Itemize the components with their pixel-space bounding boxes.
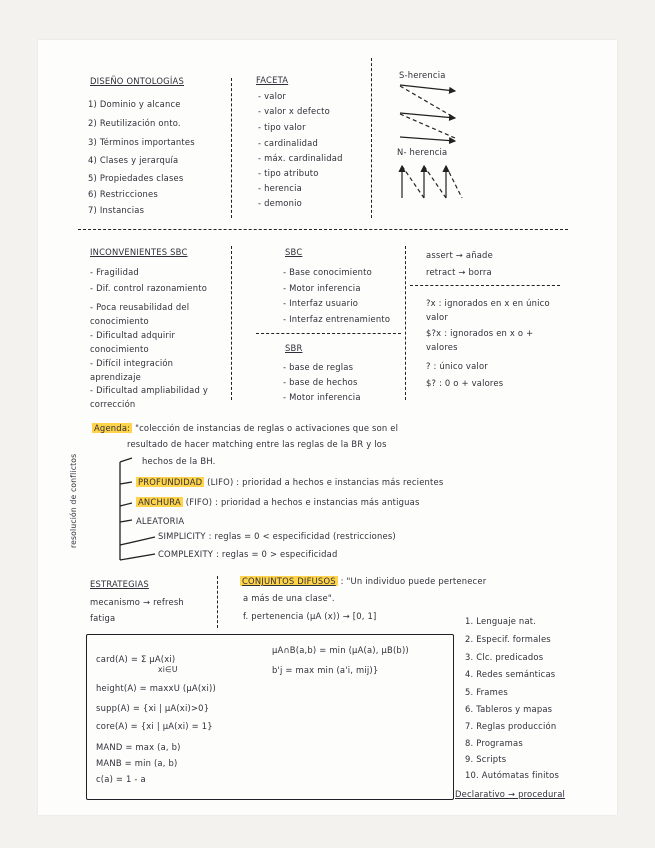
- list-item: - valor: [258, 91, 287, 101]
- formula: height(A) = maxxU (μA(xi)): [96, 683, 216, 693]
- list-item: - Dif. control razonamiento: [90, 283, 208, 293]
- list-item: - base de reglas: [283, 362, 354, 372]
- section-divider: [256, 333, 401, 334]
- column-divider: [405, 246, 406, 400]
- list-item: fatiga: [90, 613, 116, 623]
- list-item: - demonio: [258, 198, 302, 208]
- list-item: 1) Dominio y alcance: [88, 99, 181, 109]
- agenda-definition-line: resultado de hacer matching entre las reglas de la BR y los: [127, 439, 387, 449]
- note-text: ?x : ignorados en x en único valor: [426, 298, 550, 322]
- list-item: - Interfaz usuario: [283, 298, 359, 308]
- column-divider: [217, 576, 218, 628]
- list-item: 5) Propiedades clases: [88, 173, 184, 183]
- list-item: - Dificultad adquirir conocimiento: [90, 330, 176, 354]
- n-inheritance-title: N- herencia: [397, 147, 448, 157]
- list-item: mecanismo → refresh: [90, 597, 184, 607]
- list-item: - valor x defecto: [258, 106, 330, 116]
- sbr-heading: SBR: [285, 343, 303, 353]
- formula: MAND = max (a, b): [96, 742, 181, 752]
- fuzzy-definition-line: f. pertenencia (μA (x)) → [0, 1]: [243, 611, 377, 621]
- ontology-design-heading: DISEÑO ONTOLOGÍAS: [90, 76, 184, 86]
- list-item: 3) Términos importantes: [88, 137, 195, 147]
- list-item: 6. Tableros y mapas: [465, 704, 553, 714]
- strategy-text: (LIFO) : prioridad a hechos e instancias más recientes: [207, 477, 444, 487]
- fuzzy-definition-line: : "Un individuo puede pertenecer: [340, 576, 487, 586]
- list-item: - Motor inferencia: [283, 283, 361, 293]
- list-item: - Interfaz entrenamiento: [283, 314, 391, 324]
- formula: b'j = max min (a'i, mij)}: [272, 665, 379, 675]
- note-text: ? : único valor: [426, 361, 488, 371]
- note-text: $? : 0 o + valores: [426, 378, 504, 388]
- list-item: 5. Frames: [465, 687, 508, 697]
- formula: core(A) = {xi | μA(xi) = 1}: [96, 721, 213, 731]
- agenda-label: Agenda:: [94, 423, 131, 433]
- formula: supp(A) = {xi | μA(xi)>0}: [96, 703, 210, 713]
- list-item: 9. Scripts: [465, 754, 507, 764]
- list-item: 7. Reglas producción: [465, 721, 557, 731]
- note-text: assert → añade: [426, 250, 493, 260]
- list-item: 2. Especif. formales: [465, 634, 551, 644]
- list-item: - cardinalidad: [258, 138, 319, 148]
- list-item: - herencia: [258, 183, 302, 193]
- strategies-heading: ESTRATEGIAS: [90, 579, 149, 589]
- list-item: - Motor inferencia: [283, 392, 361, 402]
- list-item: - tipo valor: [258, 122, 306, 132]
- strategy-text: SIMPLICITY : reglas = 0 < especificidad (restricciones): [158, 531, 396, 541]
- agenda-definition-line: "colección de instancias de reglas o activaciones que son el: [135, 423, 399, 433]
- strategy-text: COMPLEXITY : reglas = 0 > especificidad: [158, 549, 338, 559]
- list-item: 4. Redes semánticas: [465, 669, 556, 679]
- list-item: - tipo atributo: [258, 168, 319, 178]
- list-item: 4) Clases y jerarquía: [88, 155, 179, 165]
- list-item: 8. Programas: [465, 738, 523, 748]
- agenda-definition-line: hechos de la BH.: [142, 456, 216, 466]
- list-item: - Difícil integración aprendizaje: [90, 358, 174, 382]
- drawbacks-heading: INCONVENIENTES SBC: [90, 247, 188, 257]
- list-item: 6) Restricciones: [88, 189, 158, 199]
- list-item: - base de hechos: [283, 377, 358, 387]
- s-inheritance-title: S-herencia: [399, 70, 446, 80]
- list-item: - Dificultad ampliabilidad y corrección: [90, 385, 209, 409]
- section-divider: [410, 285, 560, 286]
- strategy-tag: ANCHURA: [138, 497, 181, 507]
- formula: c(a) = 1 - a: [96, 774, 146, 784]
- list-footer: Declarativo → procedural: [455, 789, 566, 799]
- list-item: 3. Clc. predicados: [465, 652, 544, 662]
- strategy-text: (FIFO) : prioridad a hechos e instancias más antiguas: [185, 497, 420, 507]
- strategy-text: ALEATORIA: [136, 516, 185, 526]
- list-item: 7) Instancias: [88, 205, 145, 215]
- formula: μA∩B(a,b) = min (μA(a), μB(b)): [272, 645, 409, 655]
- sbc-heading: SBC: [285, 247, 303, 257]
- list-item: 10. Autómatas finitos: [465, 770, 560, 780]
- conflict-resolution-label: resolución de conflictos: [69, 453, 78, 548]
- strategy-tag: PROFUNDIDAD: [138, 477, 203, 487]
- fuzzy-definition-line: a más de una clase".: [243, 593, 335, 603]
- note-text: retract → borra: [426, 267, 492, 277]
- list-item: 1. Lenguaje nat.: [465, 616, 537, 626]
- fuzzy-sets-heading: CONJUNTOS DIFUSOS: [242, 576, 336, 586]
- note-text: $?x : ignorados en x o + valores: [426, 328, 534, 352]
- formula: MANB = min (a, b): [96, 758, 178, 768]
- list-item: 2) Reutilización onto.: [88, 118, 181, 128]
- formula-subscript: xi∈U: [158, 665, 178, 674]
- list-item: - máx. cardinalidad: [258, 153, 343, 163]
- section-divider: [78, 229, 568, 230]
- facet-heading: FACETA: [256, 75, 289, 85]
- formula: card(A) = Σ μA(xi): [96, 654, 176, 664]
- list-item: - Fragilidad: [90, 267, 139, 277]
- list-item: - Base conocimiento: [283, 267, 372, 277]
- list-item: - Poca reusabilidad del conocimiento: [90, 302, 190, 326]
- column-divider: [231, 246, 232, 400]
